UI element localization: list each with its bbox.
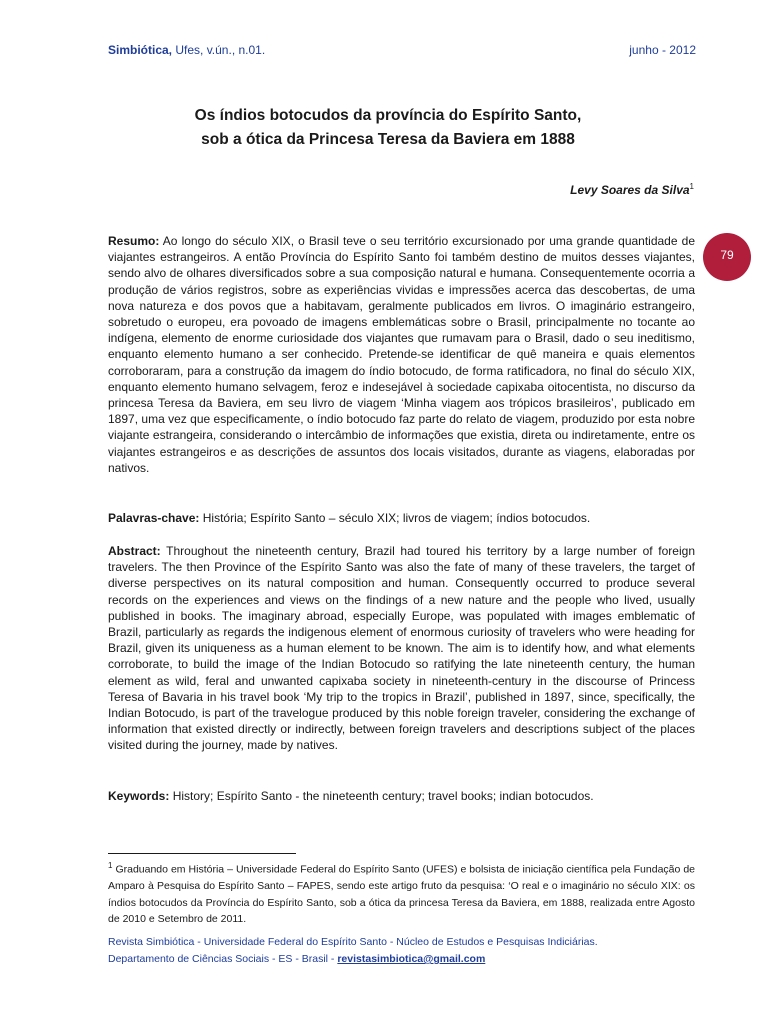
keywords-label: Keywords: <box>108 789 170 803</box>
author-footnote-mark: 1 <box>689 182 694 191</box>
journal-name: Simbiótica, <box>108 43 173 57</box>
footnote-divider <box>108 853 296 854</box>
journal-info: Ufes, v.ún., n.01. <box>172 43 266 57</box>
title-line-1: Os índios botocudos da província do Espírito Santo, <box>194 107 582 124</box>
footnote-mark: 1 <box>108 861 113 870</box>
title-line-2: sob a ótica da Princesa Teresa da Baviera em 1888 <box>201 131 575 148</box>
palavras-chave-paragraph <box>108 510 695 526</box>
footer-line-1: Revista Simbiótica - Universidade Federal do Espírito Santo - Núcleo de Estudos e Pesquisas Indiciárias. <box>108 936 598 948</box>
journal-footer <box>108 934 695 968</box>
page-number: 79 <box>720 248 734 262</box>
footnote-text: Graduando em História – Universidade Federal do Espírito Santo (UFES) e bolsista de iniciação científica pela Fundação de Amparo à Pesquisa do Espírito Santo – FAPES, sendo este artigo fruto da pesquisa: ‘O real e o imaginário no século XIX: os índios botocudos da Província do Espírito Santo, sob a ótica da princesa Teresa da Baviera, em 1888, realizada entre Agosto de 2010 e Setembro de 2011. <box>108 863 695 925</box>
abstract-paragraph <box>108 543 695 754</box>
author <box>570 182 694 197</box>
resumo-paragraph <box>108 233 695 476</box>
issue-date: junho - 2012 <box>629 43 696 57</box>
email-link[interactable]: revistasimbiotica@gmail.com <box>337 953 486 965</box>
keywords-paragraph <box>108 788 695 804</box>
footnote <box>108 858 695 928</box>
palavras-chave-text: História; Espírito Santo – século XIX; livros de viagem; índios botocudos. <box>199 511 591 525</box>
footer-line-2 <box>108 951 695 968</box>
article-title <box>108 104 668 152</box>
author-name: Levy Soares da Silva <box>570 183 690 197</box>
abstract-text: Throughout the nineteenth century, Brazil had toured his territory by a large number of foreign travelers. The then Province of the Espírito Santo was also the fate of many of these travelers, the target of diverse perspectives on its natural composition and human. Consequently occurred to produce several records on the experiences and views on the findings of a new nature and the people who lived, usually published in books. The imaginary abroad, especially Europe, was populated with images emblematic of Brazil, particularly as regards the indigenous element of enormous curiosity of travelers who were heading for Brazil, given its uniqueness as a human element to be known. The aim is to identify how, and what elements corroborate, to build the image of the Indian Botocudo so ratifying the late nineteenth century, the human element as wild, feral and unwanted capixaba society in nineteenth-century in the discourse of Princess Teresa of Bavaria in his travel book ‘My trip to the tropics in Brazil’, published in 1897, since, specifically, the Indian Botocudo, is part of the travelogue produced by this noble foreign traveler, considering the exchange of information that existed directly or indirectly, between foreign travelers and descriptions subject of the places visited during the journey, made by natives. <box>108 544 695 753</box>
page-number-badge <box>703 233 751 281</box>
palavras-chave-label: Palavras-chave: <box>108 511 200 525</box>
running-header <box>108 43 696 57</box>
resumo-label: Resumo: <box>108 234 160 248</box>
journal-citation <box>108 43 265 57</box>
keywords-text: History; Espírito Santo - the nineteenth century; travel books; indian botocudos. <box>169 789 594 803</box>
abstract-label: Abstract: <box>108 544 161 558</box>
footer-department: Departamento de Ciências Sociais - ES - Brasil - <box>108 953 338 965</box>
resumo-text: Ao longo do século XIX, o Brasil teve o seu território excursionado por uma grande quantidade de viajantes estrangeiros. A então Província do Espírito Santo foi também destino de muitos desses viajantes, sendo alvo de olhares diversificados sobre a sua composição natural e humana. Consequentemente ocorria a produção de vários registros, sobre as experiências vividas e impressões acerca das descobertas, de uma nova natureza e dos povos que a habitavam, geralmente publicados em livros. O imaginário estrangeiro, sobretudo o europeu, era povoado de imagens emblemáticas sobre o Brasil, principalmente no tocante ao indígena, elemento de enorme curiosidade dos viajantes que rumavam para o Brasil, dado o seu ineditismo, enquanto elemento humano a ser conhecido. Pretende-se identificar de quê maneira e quais elementos corroboraram, para a construção da imagem do índio botocudo, de forma ratificadora, no final do século XIX, enquanto elemento humano selvagem, feroz e indesejável à sociedade capixaba oitocentista, no discurso da princesa Teresa da Baviera, em seu livro de viagem ‘Minha viagem aos trópicos brasileiros’, publicado em 1897, uma vez que especificamente, o índio botocudo faz parte do relato de viagem, produzido por esta nobre viajante estrangeira, considerando o intercâmbio de informações que existia, direta ou indiretamente, entre os viajantes estrangeiros e as descrições de assuntos dos locais visitados, durante as viagens, elaboradas por nativos. <box>108 234 695 475</box>
